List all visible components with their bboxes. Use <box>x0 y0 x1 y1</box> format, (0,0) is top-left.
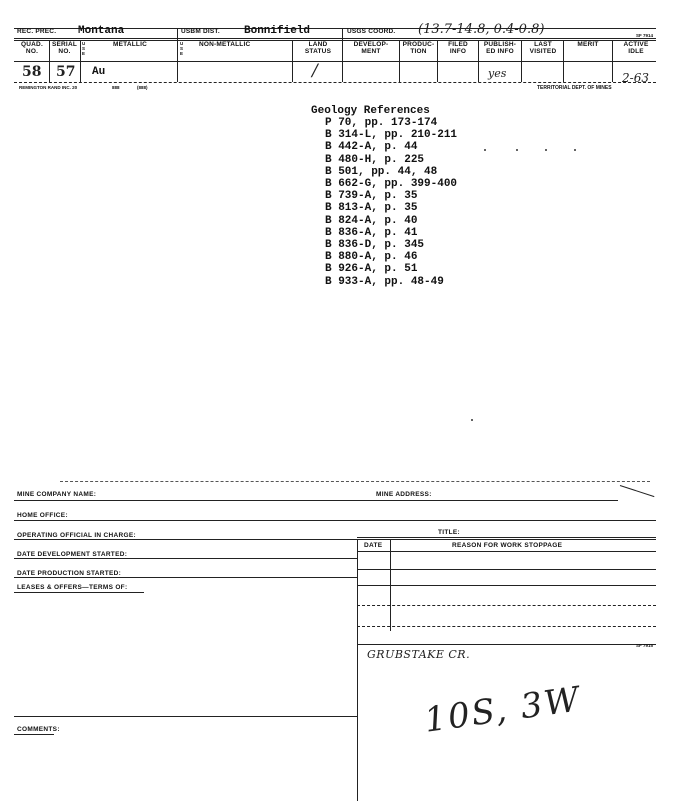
geology-title: Geology References <box>311 105 430 117</box>
usgs-coord-label: USGS COORD. <box>347 28 396 35</box>
leases-offers-label: LEASES & OFFERS—TERMS OF: <box>17 584 128 591</box>
rec-prec-label: REC. PREC. <box>17 28 57 35</box>
scan-speck <box>574 149 576 151</box>
value-serial-no: 57 <box>56 64 76 80</box>
col-active-idle: ACTIVE IDLE <box>623 41 649 55</box>
col-last-visited: LAST VISITED <box>529 41 557 55</box>
rec-prec-value: Montana <box>78 25 125 37</box>
geology-ref-item: B 739-A, p. 35 <box>325 190 418 203</box>
territorial-dept: TERRITORIAL DEPT. OF MINES <box>537 85 612 91</box>
stray-line <box>620 485 655 497</box>
geology-ref-item: B 880-A, p. 46 <box>325 251 418 264</box>
geology-ref-item: B 442-A, p. 44 <box>325 141 418 154</box>
value-published-info: yes <box>488 67 507 80</box>
col-production: PRODUC-TION <box>402 41 435 55</box>
geology-ref-item: B 836-D, p. 345 <box>325 239 425 251</box>
form-number-bottom: SF 7915 <box>636 643 654 648</box>
geology-ref-item: B 933-A, pp. 48-49 <box>325 275 444 288</box>
printer-mark-left: REMINGTON RAND INC. 20 <box>19 85 78 90</box>
value-land-status: / <box>312 61 318 81</box>
operating-official-label: OPERATING OFFICIAL IN CHARGE: <box>17 532 136 539</box>
geology-references <box>311 105 571 305</box>
printer-mark-mid: 888 <box>112 85 120 90</box>
comments-label: COMMENTS: <box>17 726 60 733</box>
value-active-idle: 2-63 <box>622 71 649 85</box>
mine-address-label: MINE ADDRESS: <box>376 491 432 498</box>
geology-ref-item: P 70, pp. 173-174 <box>325 117 438 129</box>
col-filed-info: FILED INFO <box>448 41 468 55</box>
geology-ref-list <box>325 117 565 307</box>
form-number-top: SF 7914 <box>636 33 654 38</box>
scan-speck <box>516 149 518 151</box>
geology-ref-item: B 824-A, p. 40 <box>325 214 418 227</box>
handwritten-location: 10S, 3W <box>421 679 584 741</box>
home-office-label: HOME OFFICE: <box>17 512 68 519</box>
scan-speck <box>484 149 486 151</box>
col-land-status: LAND STATUS <box>304 41 332 55</box>
geology-ref-item: B 480-H, p. 225 <box>325 153 425 166</box>
handwritten-note: GRUBSTAKE CR. <box>367 648 471 661</box>
geology-ref-item: B 314-L, pp. 210-211 <box>325 129 458 142</box>
mine-company-name-label: MINE COMPANY NAME: <box>17 491 97 498</box>
col-development: DEVELOP-MENT <box>353 41 389 55</box>
value-quad-no: 58 <box>22 64 42 80</box>
usgs-coord-value: (13.7-14.8, 0.4-0.8) <box>418 22 545 37</box>
scan-speck <box>471 419 473 421</box>
col-metallic: METALLIC <box>113 41 147 48</box>
geology-ref-item: B 501, pp. 44, 48 <box>325 165 438 178</box>
col-use-2: U S E <box>180 41 184 56</box>
col-quad-no: QUAD. NO. <box>21 41 43 55</box>
title-label: TITLE: <box>438 529 461 536</box>
scan-speck <box>545 149 547 151</box>
printer-mark-paren: (888) <box>137 85 148 90</box>
col-non-metallic: NON-METALLIC <box>199 41 251 48</box>
usbm-dist-value: Bonnifield <box>244 25 311 37</box>
date-production-label: DATE PRODUCTION STARTED: <box>17 570 122 577</box>
geology-ref-item: B 813-A, p. 35 <box>325 202 418 215</box>
usbm-dist-label: USBM DIST. <box>181 28 220 35</box>
geology-ref-item: B 662-G, pp. 399-400 <box>325 178 458 190</box>
value-metallic: Au <box>92 66 106 78</box>
geology-ref-item: B 926-A, p. 51 <box>325 263 418 276</box>
col-serial-no: SERIAL NO. <box>51 41 78 55</box>
col-use-1: U S E <box>82 41 86 56</box>
geology-ref-item: B 836-A, p. 41 <box>325 226 418 239</box>
col-published-info: PUBLISH-ED INFO <box>483 41 517 55</box>
date-column-header: DATE <box>364 542 383 549</box>
reason-column-header: REASON FOR WORK STOPPAGE <box>452 542 563 549</box>
date-development-label: DATE DEVELOPMENT STARTED: <box>17 551 128 558</box>
col-merit: MERIT <box>577 41 599 48</box>
